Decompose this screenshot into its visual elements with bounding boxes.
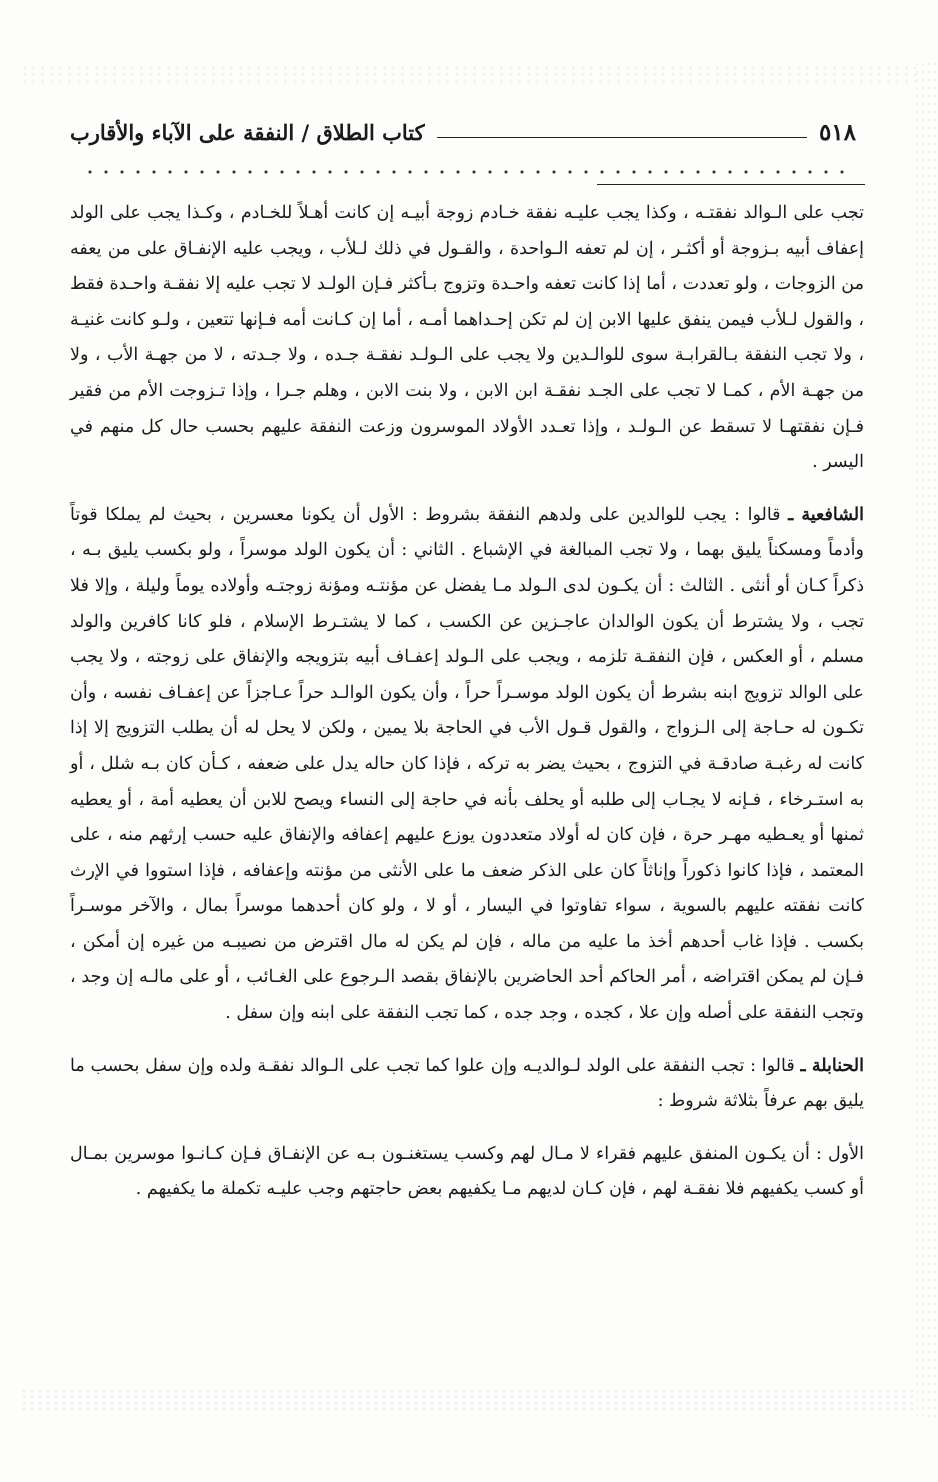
school-heading: الحنابلة ـ <box>800 1055 864 1076</box>
page-header <box>70 112 856 152</box>
school-heading: الشافعية ـ <box>788 504 864 525</box>
scan-noise-top <box>20 64 918 84</box>
paragraph-first-condition <box>70 1137 864 1208</box>
paragraph-text: قالوا : تجب النفقة على الولد لـوالديـه وإن علوا كما تجب على الـوالد نفقـة ولده وإن سفل بحسب ما يليق بهم عرفاً بثلاثة شروط : <box>70 1055 864 1112</box>
footnote-separator <box>597 184 865 185</box>
paragraph-shafii <box>70 498 864 1032</box>
header-rule <box>437 137 807 138</box>
dotted-separator <box>82 170 856 174</box>
page-body <box>70 196 864 1208</box>
scan-noise-side <box>914 60 936 1420</box>
paragraph-hanbali <box>70 1049 864 1120</box>
running-title: كتاب الطلاق / النفقة على الآباء والأقارب <box>70 119 425 145</box>
paragraph-continuation <box>70 196 864 481</box>
paragraph-text: تجب على الـوالد نفقتـه ، وكذا يجب عليـه نفقة خـادم زوجة أبيـه إن كانت أهـلاً للخـادم ، وكـذا يجب على الولد إعفاف أبيه بـزوجة أو أكثـر ، إن لم تعفه الـواحدة ، والقـول في ذلك لـلأب ، ويجب عليه الإنفـاق على من يعفه من الزوجات ، ولو تعددت ، أما إذا كانت تعفه واحـدة وتزوج بـأكثر فـإن الولـد لا تجب عليه إلا نفقـة واحـدة فقط ، والقول لـلأب فيمن ينفق عليها الابن إن لم تكن إحـداهما أمـه ، أما إن كـانت أمه فـإنها تتعين ، ولـو كانت غنيـة ، ولا تجب النفقة بـالقرابـة سوى للوالـدين ولا يجب على الـولـد نفقـة جـده ، ولا جـدته ، لا من جهـة الأب ، ولا من جهـة الأم ، كمـا لا تجب على الجـد نفقـة ابن الابن ، ولا بنت الابن ، وهلم جـرا ، وإذا تـزوجت الأم من فقير فـإن نفقتهـا لا تسقط عن الـولـد ، وإذا تعـدد الأولاد الموسرون وزعت النفقة عليهم بحسب حال كل منهم في اليسر . <box>70 203 864 473</box>
scan-noise-bottom <box>20 1388 918 1414</box>
paragraph-text: قالوا : يجب للوالدين على ولدهم النفقة بشروط : الأول أن يكونا معسرين ، بحيث لم يملكا قوتاً وأدماً ومسكناً يليق بهما ، ولا تجب المبالغة في الإشباع . الثاني : أن يكون الولد موسراً ، ولو بكسب يليق بـه ، ذكراً كـان أو أنثى . الثالث : أن يكـون لدى الـولد مـا يفضل عن مؤنتـه ومؤنة زوجتـه وأولاده يوماً وليلة ، وإلا فلا تجب ، ولا يشترط أن يكون الوالدان عاجـزين عن الكسب ، كما لا يشتـرط الإسلام ، فلو كانا كافرين والولد مسلم ، أو العكس ، فإن النفقـة تلزمه ، ويجب على الـولد إعفـاف أبيه بتزويجه والإنفاق على زوجته ، ولا يجب على الوالد تزويج ابنه بشرط أن يكون الولد موسـراً حراً ، وأن يكون الوالـد حراً عـاجزاً عن إعفـاف نفسه ، وأن تكـون له حـاجة إلى الـزواج ، والقول قـول الأب في الحاجة بلا يمين ، ولكن لا يحل له أن يطلب التزويج إلا إذا كانت له رغبـة صادقـة في التزوج ، بحيث يضر به تركه ، فإذا كان حاله يدل على ضعفه ، كـأن كان بـه شلل ، أو به استـرخاء ، فـإنه لا يجـاب إلى طلبه أو يحلف بأنه في حاجة إلى النساء ويصح للابن أن يعطيه أمة ، أو يعطيه ثمنها أو يعـطيه مهـر حرة ، فإن كان له أولاد متعددون يوزع عليهم إعفافه والإنفاق عليه حسب إرثهم منه ، على المعتمد ، فإذا كانوا ذكوراً وإناثاً كان على الذكر ضعف ما على الأنثى من مؤنته وإعفافه ، فإذا استووا في الإرث كانت نفقته عليهم بالسوية ، سواء تفاوتوا في اليسار ، أو لا ، ولو كان أحدهما موسراً بمال ، والآخر موسـراً بكسب . فإذا غاب أحدهم أخذ ما عليه من ماله ، فإن لم يكن له مال اقترض من نصيبـه من غيره إن أمكن ، فـإن لم يمكن اقتراضه ، أمر الحاكم أحد الحاضرين بالإنفاق بقصد الـرجوع على الغـائب ، أو على مالـه إن وجد ، وتجب النفقة على أصله وإن علا ، كجده ، وجد جده ، كما تجب النفقة على ابنه وإن سفل . <box>70 504 864 1024</box>
page-number: ٥١٨ <box>818 118 856 146</box>
paragraph-text: الأول : أن يكـون المنفق عليهم فقراء لا مـال لهم وكسب يستغنـون بـه عن الإنفـاق فـإن كـانـوا موسرين بمـال أو كسب يكفيهم فلا نفقـة لهم ، فإن كـان لديهم مـا يكفيهم بعض حاجتهم وجب عليـه تكملة ما يكفيهم . <box>70 1143 864 1200</box>
